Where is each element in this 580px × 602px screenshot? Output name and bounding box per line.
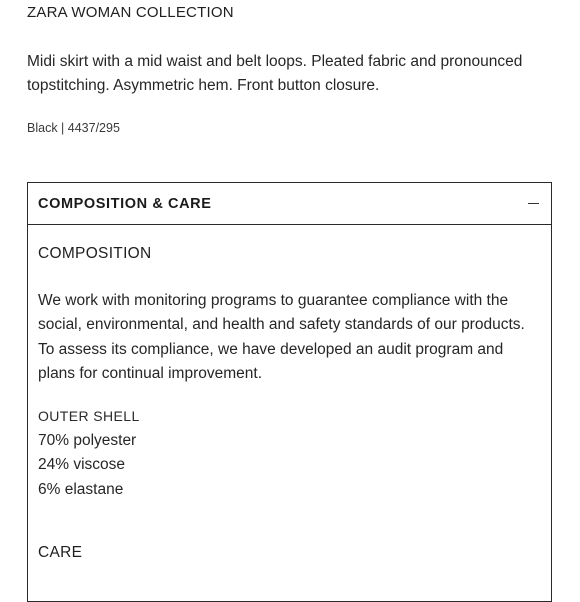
materials-list <box>38 429 136 502</box>
composition-care-header[interactable] <box>28 183 551 225</box>
outer-shell-label: OUTER SHELL <box>38 408 140 424</box>
compliance-text: We work with monitoring programs to guarantee compliance with the social, environmental, and health and safety standards of our products. To assess its compliance, we have developed an audit program and plans for continual improvement. <box>38 292 525 382</box>
material-item: 70% polyester <box>38 432 137 449</box>
collection-title: ZARA WOMAN COLLECTION <box>27 4 234 21</box>
material-item: 6% elastane <box>38 480 124 498</box>
material-item: 24% viscose <box>38 456 126 474</box>
color-reference: Black | 4437/295 <box>27 121 120 135</box>
care-heading: CARE <box>38 544 83 561</box>
product-description: Midi skirt with a mid waist and belt loops. Pleated fabric and pronounced topstitching. Asymmetric hem. Front button closure. <box>27 53 523 94</box>
accordion-title: COMPOSITION & CARE <box>38 196 212 212</box>
composition-care-accordion <box>27 182 552 602</box>
composition-heading: COMPOSITION <box>38 245 152 262</box>
minus-icon[interactable] <box>528 203 539 204</box>
